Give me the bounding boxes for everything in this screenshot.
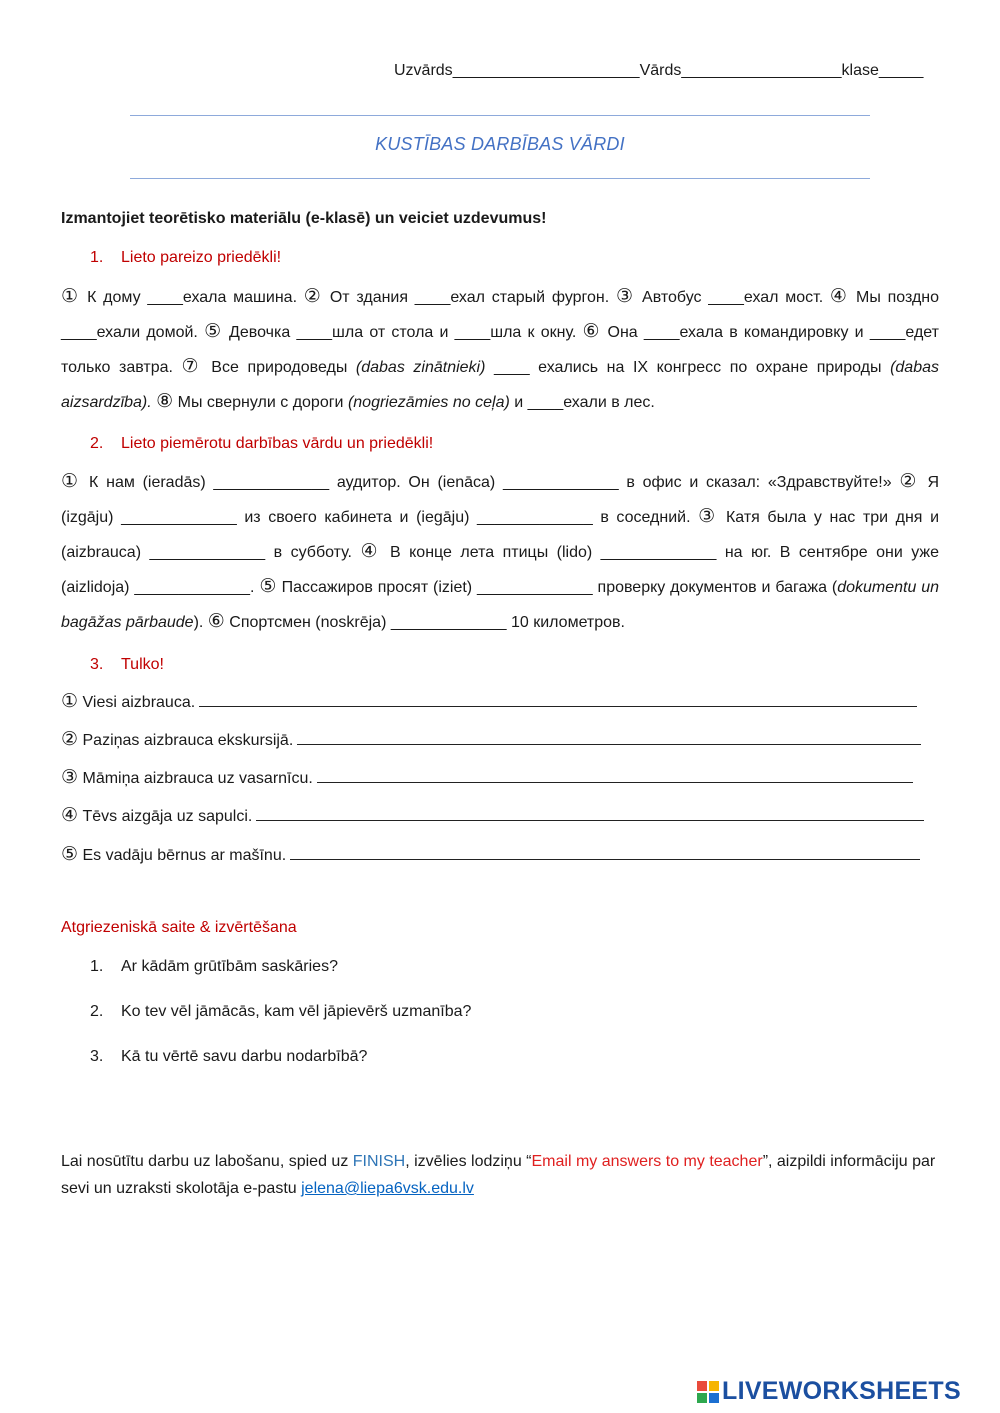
translate-row	[61, 728, 921, 751]
answer-line[interactable]	[199, 692, 917, 707]
logo-text: LIVEWORKSHEETS	[722, 1377, 961, 1405]
student-info-line	[394, 62, 923, 80]
answer-line[interactable]	[290, 845, 920, 860]
feedback-item	[90, 1003, 471, 1021]
logo-square	[709, 1381, 719, 1391]
translate-sentence: Paziņas aizbrauca ekskursijā.	[82, 732, 294, 749]
sentence: ).	[193, 614, 208, 631]
item-number: ⑤	[259, 576, 277, 597]
finish-keyword: FINISH	[352, 1153, 406, 1170]
feedback-item	[90, 958, 338, 976]
email-option-keyword: Email my answers to my teacher	[531, 1153, 763, 1170]
name-label: Vārds	[639, 62, 682, 79]
answer-line[interactable]	[317, 768, 913, 783]
logo-square	[697, 1381, 707, 1391]
instruction-text: ”, aizpildi informāciju par sevi un uzraksti skolotāja e-pastu	[61, 1153, 936, 1197]
section3-number: 3.	[90, 656, 104, 673]
feedback-item	[90, 1048, 367, 1066]
item-number: ②	[61, 729, 79, 750]
page-title: KUSTĪBAS DARBĪBAS VĀRDI	[375, 134, 625, 154]
section2-title: Lieto piemērotu darbības vārdu un priedēkli!	[121, 435, 434, 452]
sentence[interactable]: Катя была у нас три дня и (aizbrauca) _____________ в субботу.	[61, 509, 940, 561]
sentence[interactable]: Девочка ____шла от стола и ____шла к окну.	[222, 324, 583, 341]
item-number: ⑤	[61, 844, 79, 865]
feedback-number: 1.	[90, 958, 104, 975]
sentence[interactable]: В конце лета птицы (lido) _____________ на юг. В сентябре они уже (aizlidoja) _____________.	[61, 544, 939, 596]
item-number: ①	[61, 471, 82, 492]
item-number: ⑧	[156, 391, 174, 412]
logo-squares-icon	[697, 1381, 719, 1403]
item-number: ④	[61, 805, 79, 826]
feedback-question: Ar kādām grūtībām saskāries?	[121, 958, 338, 975]
title-rule-bottom	[130, 178, 870, 179]
item-number: ①	[61, 691, 79, 712]
translate-sentence: Māmiņa aizbrauca uz vasarnīcu.	[82, 770, 313, 787]
item-number: ③	[615, 286, 636, 307]
teacher-email-link[interactable]: jelena@liepa6vsk.edu.lv	[301, 1180, 474, 1197]
section2-number: 2.	[90, 435, 104, 452]
section2-exercise	[61, 465, 939, 640]
sentence[interactable]: Я (izgāju) _____________ из своего кабинета и (iegāju) _____________ в соседний.	[61, 474, 940, 526]
instruction-text: , izvēlies lodziņu “	[405, 1153, 532, 1170]
translate-row	[61, 766, 913, 789]
item-number: ⑤	[204, 321, 223, 342]
translation-hint: (nogriezāmies no ceļa)	[347, 394, 510, 411]
answer-line[interactable]	[297, 730, 921, 745]
item-number: ④	[360, 541, 382, 562]
section1-exercise	[61, 280, 939, 420]
feedback-heading: Atgriezeniskā saite & izvērtēšana	[61, 919, 297, 936]
sentence[interactable]: Она ____ехала в командировку и ____едет только завтра.	[61, 324, 939, 376]
section2-heading	[90, 435, 433, 453]
item-number: ①	[61, 286, 81, 307]
item-number: ⑥	[207, 611, 225, 632]
feedback-number: 3.	[90, 1048, 104, 1065]
surname-label: Uzvārds	[394, 62, 453, 79]
feedback-number: 2.	[90, 1003, 104, 1020]
section3-heading	[90, 656, 164, 674]
translation-hint: (dabas aizsardzība).	[61, 359, 939, 411]
section1-title: Lieto pareizo priedēkli!	[121, 249, 282, 266]
feedback-question: Ko tev vēl jāmācās, kam vēl jāpievērš uzmanība?	[121, 1003, 472, 1020]
sentence[interactable]: Мы поздно ____ехали домой.	[61, 289, 940, 341]
translate-row	[61, 690, 917, 713]
item-number: ②	[899, 471, 920, 492]
surname-field[interactable]: _____________________	[452, 62, 640, 79]
logo-square	[709, 1393, 719, 1403]
translate-row	[61, 843, 920, 866]
item-number: ③	[698, 506, 719, 527]
answer-line[interactable]	[256, 806, 924, 821]
liveworksheets-logo	[697, 1377, 961, 1406]
sentence[interactable]: К дому ____ехала машина.	[80, 289, 304, 306]
translation-hint: dokumentu un bagāžas pārbaude	[61, 579, 940, 631]
instruction-text: Lai nosūtītu darbu uz labošanu, spied uz	[61, 1153, 353, 1170]
item-number: ③	[61, 767, 79, 788]
title-rule-top	[130, 115, 870, 116]
translate-row	[61, 804, 924, 827]
section1-heading	[90, 249, 281, 267]
sentence[interactable]: Пассажиров просят (iziet) _____________ проверку документов и багажа (	[276, 579, 838, 596]
sentence[interactable]: От здания ____ехал старый фургон.	[323, 289, 616, 306]
item-number: ⑦	[181, 356, 203, 377]
class-label: klase	[841, 62, 879, 79]
feedback-question: Kā tu vērtē savu darbu nodarbībā?	[121, 1048, 368, 1065]
name-field[interactable]: __________________	[681, 62, 842, 79]
submit-instructions	[61, 1148, 941, 1202]
logo-square	[697, 1393, 707, 1403]
sentence[interactable]: Автобус ____ехал мост.	[635, 289, 830, 306]
item-number: ⑥	[582, 321, 602, 342]
sentence[interactable]: и ____ехали в лес.	[509, 394, 655, 411]
section1-number: 1.	[90, 249, 104, 266]
sentence: Все природоведы	[202, 359, 356, 376]
sentence[interactable]: Спортсмен (noskrēja) _____________ 10 километров.	[224, 614, 625, 631]
item-number: ②	[303, 286, 324, 307]
item-number: ④	[829, 286, 850, 307]
sentence: Мы свернули с дороги	[173, 394, 348, 411]
translate-sentence: Es vadāju bērnus ar mašīnu.	[82, 847, 287, 864]
translate-sentence: Tēvs aizgāja uz sapulci.	[82, 808, 253, 825]
translation-hint: (dabas zinātnieki)	[355, 359, 486, 376]
sentence[interactable]: К нам (ieradās) _____________ аудитор. Он (ienāca) _____________ в офис и сказал: «Здравствуйте!»	[81, 474, 900, 491]
class-field[interactable]: _____	[878, 62, 924, 79]
section3-title: Tulko!	[121, 656, 164, 673]
translate-sentence: Viesi aizbrauca.	[82, 694, 196, 711]
instruction: Izmantojiet teorētisko materiālu (e-klasē) un veiciet uzdevumus!	[61, 210, 547, 227]
sentence[interactable]: ____ ехались на IX конгресс по охране природы	[485, 359, 891, 376]
